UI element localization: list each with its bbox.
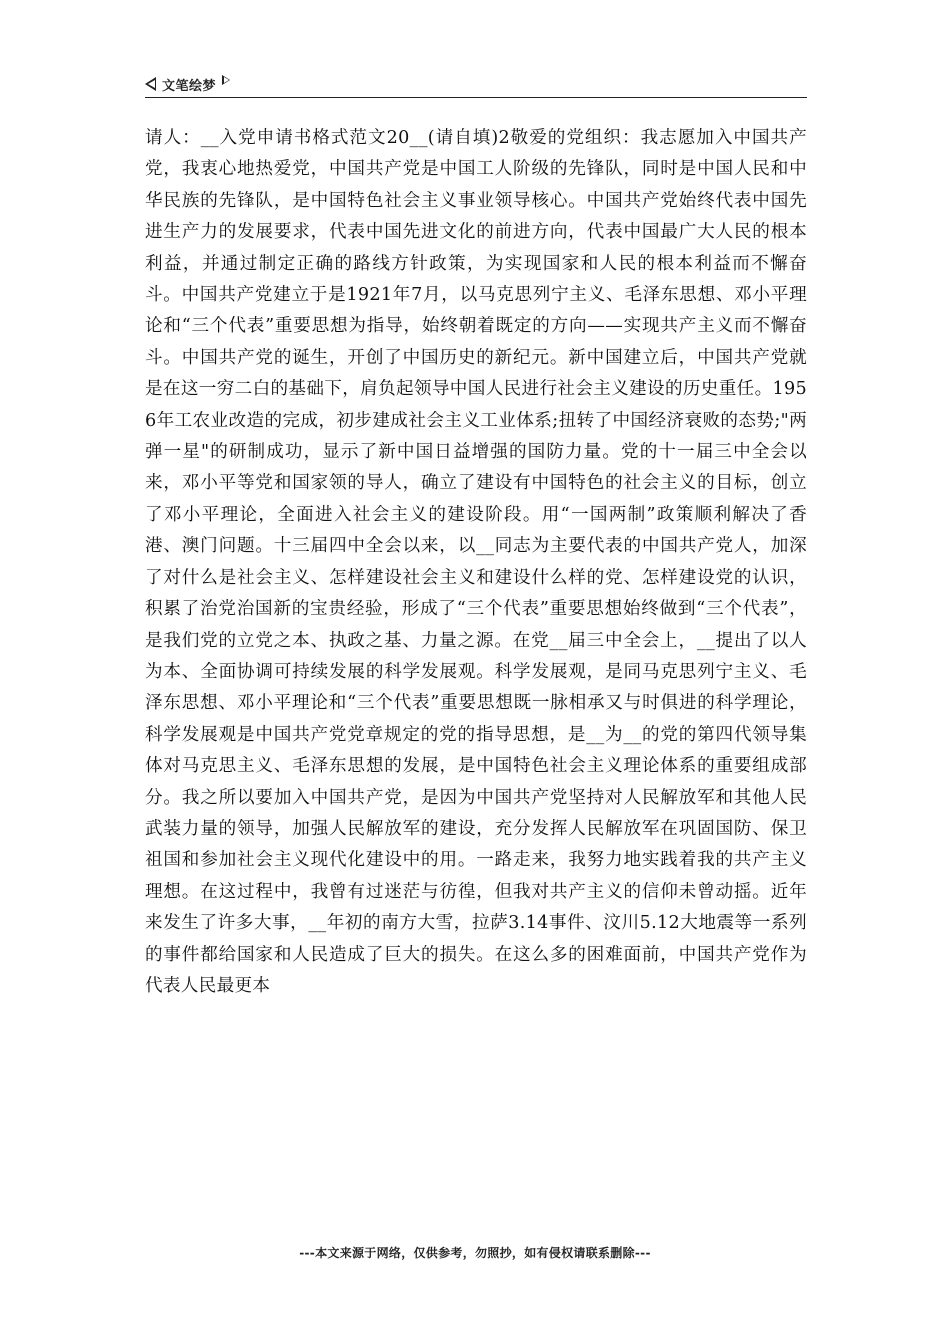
brand-logo-text: 文笔绘梦: [162, 78, 217, 94]
page-header: [145, 72, 805, 98]
right-triangle-icon: [222, 75, 230, 85]
left-triangle-icon: [145, 77, 156, 91]
brand-logo: [145, 74, 230, 94]
header-divider: [145, 97, 807, 98]
document-body: 请人：__入党申请书格式范文20__(请自填)2敬爱的党组织：我志愿加入中国共产党，我衷心地热爱党，中国共产党是中国工人阶级的先锋队，同时是中国人民和中华民族的先锋队，是中国特色社会主义事业领导核心。中国共产党始终代表中国先进生产力的发展要求，代表中国先进文化的前进方向，代表中国最广大人民的根本利益，并通过制定正确的路线方针政策，为实现国家和人民的根本利益而不懈奋斗。中国共产党建立于是1921年7月，以马克思列宁主义、毛泽东思想、邓小平理论和“三个代表”重要思想为指导，始终朝着既定的方向——实现共产主义而不懈奋斗。中国共产党的诞生，开创了中国历史的新纪元。新中国建立后，中国共产党就是在这一穷二白的基础下，肩负起领导中国人民进行社会主义建设的历史重任。1956年工农业改造的完成，初步建成社会主义工业体系;扭转了中国经济衰败的态势;"两弹一星"的研制成功，显示了新中国日益增强的国防力量。党的十一届三中全会以来，邓小平等党和国家领的导人，确立了建设有中国特色的社会主义的目标，创立了邓小平理论，全面进入社会主义的建设阶段。用“一国两制”政策顺利解决了香港、澳门问题。十三届四中全会以来，以__同志为主要代表的中国共产党人，加深了对什么是社会主义、怎样建设社会主义和建设什么样的党、怎样建设党的认识，积累了治党治国新的宝贵经验，形成了“三个代表”重要思想始终做到“三个代表”，是我们党的立党之本、执政之基、力量之源。在党__届三中全会上，__提出了以人为本、全面协调可持续发展的科学发展观。科学发展观，是同马克思列宁主义、毛泽东思想、邓小平理论和“三个代表”重要思想既一脉相承又与时俱进的科学理论，科学发展观是中国共产党党章规定的党的指导思想，是__为__的党的第四代领导集体对马克思主义、毛泽东思想的发展，是中国特色社会主义理论体系的重要组成部分。我之所以要加入中国共产党，是因为中国共产党坚持对人民解放军和其他人民武装力量的领导，加强人民解放军的建设，充分发挥人民解放军在巩固国防、保卫祖国和参加社会主义现代化建设中的用。一路走来，我努力地实践着我的共产主义理想。在这过程中，我曾有过迷茫与彷徨，但我对共产主义的信仰未曾动摇。近年来发生了许多大事，__年初的南方大雪，拉萨3.14事件、汶川5.12大地震等一系列的事件都给国家和人民造成了巨大的损失。在这么多的困难面前，中国共产党作为代表人民最更本: [145, 128, 807, 996]
page-footer: ---本文来源于网络，仅供参考，勿照抄，如有侵权请联系删除---: [299, 1246, 651, 1260]
